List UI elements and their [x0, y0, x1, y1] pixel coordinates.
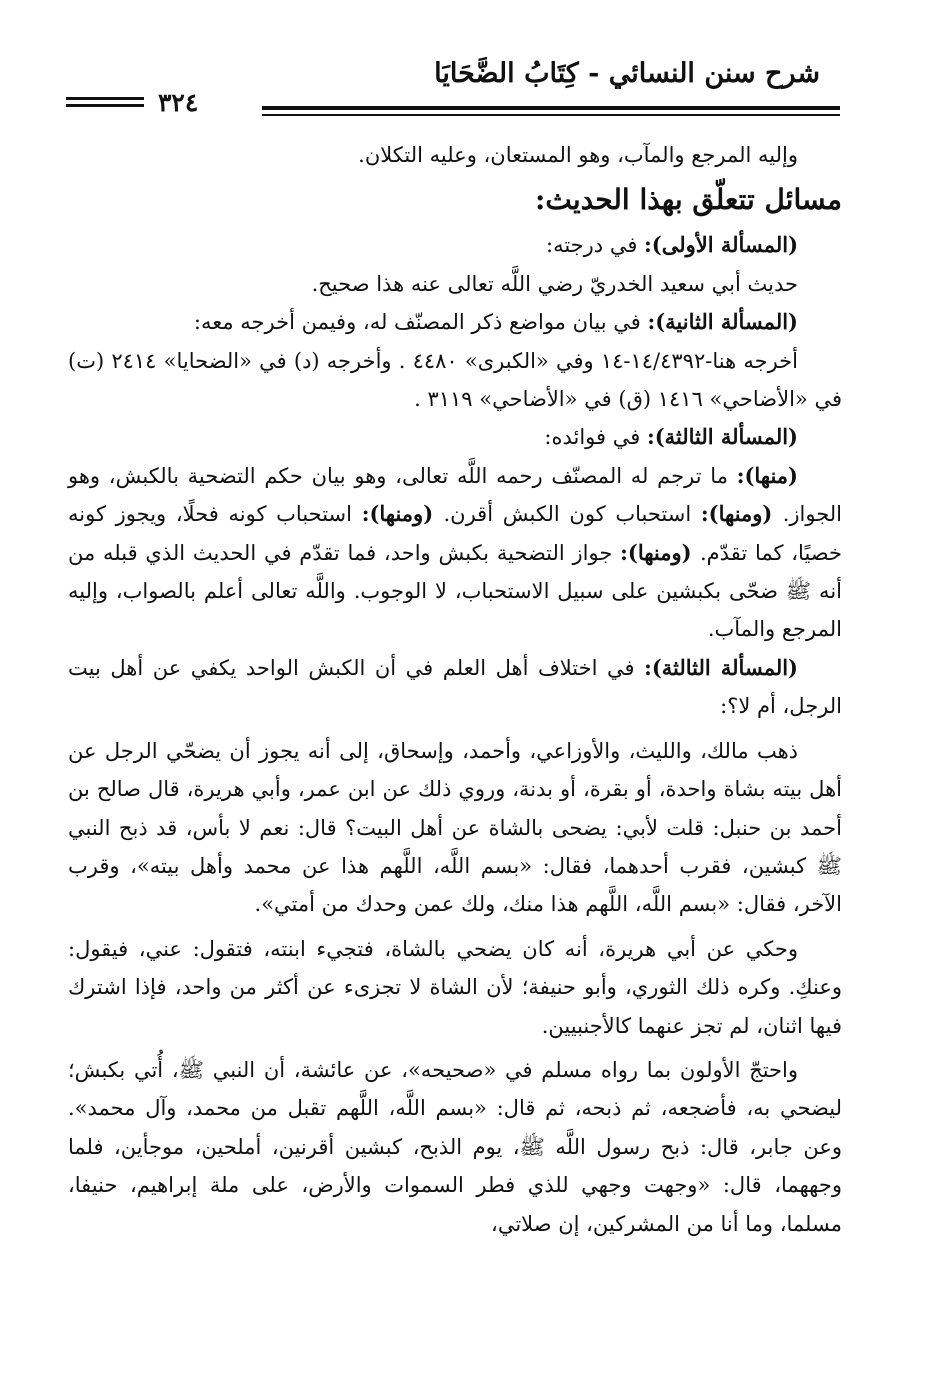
benefit-text: استحباب كون الكبش أقرن. [443, 502, 701, 527]
running-title: شرح سنن النسائي - كِتَابُ الضَّحَايَا [434, 58, 820, 89]
benefit-text: ما ترجم له المصنّف رحمه اللَّه تعالى، وهو بيان حكم التضحية بالكبش، وهو الجواز. [68, 463, 842, 527]
paragraph-scholar-views: ذهب مالك، والليث، والأوزاعي، وأحمد، وإسحاق، إلى أنه يجوز أن يضحّي الرجل عن أهل بيته بشاة واحدة، أو بقرة، أو بدنة، وروي ذلك عن ابن عمر، وأبي هريرة، قال صالح بن أحمد بن حنبل: قلت لأبي: يضحى بالشاة عن أهل البيت؟ قال: نعم لا بأس، قد ذبح النبي ﷺ كبشين، فقرب أحدهما، فقال: «بسم اللَّه، اللَّهم هذا عن محمد وأهل بيته»، وقرب الآخر، فقال: «بسم اللَّه، اللَّهم هذا منك، ولك عمن وحدك من أمتي». [68, 738, 842, 917]
issue-2-label: (المسألة الثانية): [647, 309, 798, 335]
issue-3 [68, 418, 842, 456]
paragraph-benefits [68, 457, 842, 649]
issue-1-label: (المسألة الأولى): [644, 232, 798, 258]
paragraph-closing-formula: وإليه المرجع والمآب، وهو المستعان، وعليه التكلان. [358, 143, 798, 167]
body-text [68, 136, 842, 1243]
benefit-label: (منها): [736, 462, 798, 488]
benefit-label: (ومنها): [361, 501, 444, 527]
issue-1-text: في درجته: [546, 233, 645, 258]
issue-2-text: في بيان مواضع ذكر المصنّف له، وفيمن أخرجه معه: [193, 310, 648, 335]
benefit-text: جواز التضحية بكبش واحد، فما تقدّم في الحديث الذي قبله من أنه ﷺ ضحّى بكبشين على سبيل الاستحباب، لا الوجوب. واللَّه تعالى أعلم بالصواب، وإليه المرجع والمآب. [68, 540, 842, 642]
paragraph-hadith-grade: حديث أبي سعيد الخدريّ رضي اللَّه تعالى عنه هذا صحيح. [311, 271, 798, 296]
issue-3-text: في فوائده: [544, 425, 647, 450]
paragraph-opposing-view: وحكي عن أبي هريرة، أنه كان يضحي بالشاة، فتجيء ابنته، فتقول: عني، فيقول: وعنكِ. وكره ذلك الثوري، وأبو حنيفة؛ لأن الشاة لا تجزىء عن أكثر من واحد، فإذا اشترك فيها اثنان، لم تجز عنهما كالأجنبيين. [68, 936, 842, 1038]
section-heading: مسائل تتعلّق بهذا الحديث: [534, 183, 842, 217]
issue-4-text: في اختلاف أهل العلم في أن الكبش الواحد يكفي عن أهل بيت الرجل، أم لا؟: [68, 655, 842, 719]
benefit-label: (ومنها): [620, 539, 700, 565]
benefit-label: (ومنها): [700, 501, 783, 527]
benefit-text: استحباب كونه فحلًا، ويجوز كونه خصيًا، كما تقدّم. [68, 502, 842, 565]
paragraph-references: أخرجه هنا-١٤/٤٣٩٢-١٤ وفي «الكبرى» ٤٤٨٠ . وأخرجه (د) في «الضحايا» ٢٤١٤ (ت) في «الأضاحي» ١٤١٦ (ق) في «الأضاحي» ٣١١٩ . [68, 348, 842, 412]
issue-4 [68, 649, 842, 726]
issue-4-label: (المسألة الثالثة): [644, 654, 798, 680]
issue-3-label: (المسألة الثالثة): [646, 424, 798, 450]
issue-2 [68, 303, 842, 341]
page-number-block [62, 82, 262, 122]
paragraph-evidence: واحتجّ الأولون بما رواه مسلم في «صحيحه»، عن عائشة، أن النبي ﷺ، أُتي بكبش؛ ليضحي به، فأضجعه، ثم ذبحه، ثم قال: «بسم اللَّه، اللَّهم تقبل من محمد، وآل محمد». وعن جابر، قال: ذبح رسول اللَّه ﷺ، يوم الذبح، كبشين أقرنين، أملحين، موجأين، فلما وجههما، قال: «وجهت وجهي للذي فطر السموات والأرض، على ملة إبراهيم، حنيفا، مسلما، وما أنا من المشركين، إن صلاتي، [68, 1057, 842, 1236]
issue-1 [68, 226, 842, 264]
page-number-ornament [66, 97, 144, 107]
page-number: ٣٢٤ [158, 87, 199, 117]
